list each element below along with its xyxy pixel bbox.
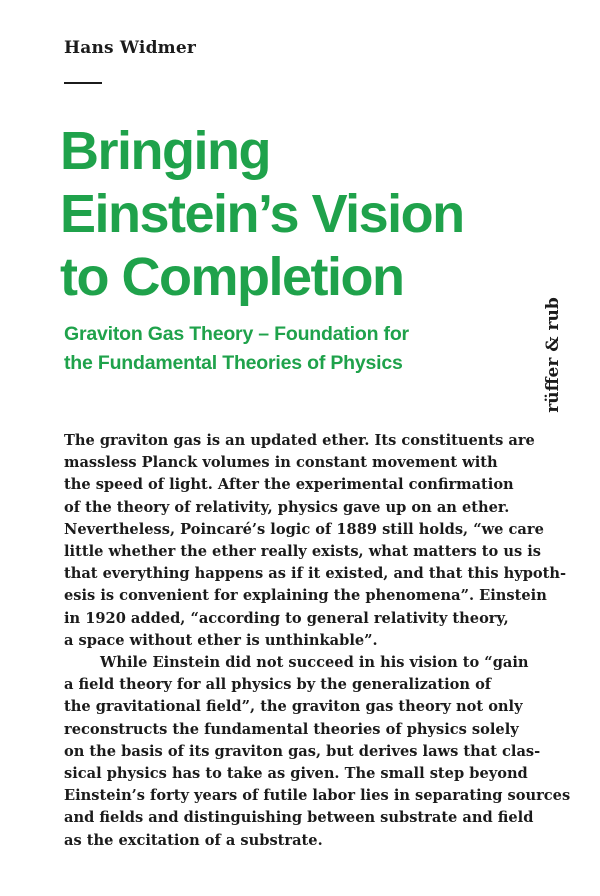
blurb-line: and fields and distinguishing between substrate and field	[64, 809, 534, 827]
blurb-line: reconstructs the fundamental theories of physics solely	[64, 720, 519, 738]
blurb-line: the speed of light. After the experimental confirmation	[64, 476, 514, 494]
blurb-line: on the basis of its graviton gas, but derives laws that clas-	[64, 742, 541, 760]
blurb-text	[64, 430, 571, 852]
blurb-line: a space without ether is unthinkable”.	[64, 631, 378, 649]
publisher-name: rüffer & rub	[543, 297, 563, 413]
blurb-line: as the excitation of a substrate.	[64, 831, 323, 849]
book-subtitle	[64, 320, 504, 378]
blurb-line: a field theory for all physics by the generalization of	[64, 676, 492, 694]
blurb-line: esis is convenient for explaining the phenomena”. Einstein	[64, 587, 547, 605]
title-line: Einstein’s Vision	[60, 184, 464, 244]
blurb-line: Einstein’s forty years of futile labor lies in separating sources	[64, 787, 571, 805]
blurb-line: of the theory of relativity, physics gave up on an ether.	[64, 498, 510, 516]
subtitle-line: Graviton Gas Theory – Foundation for	[64, 323, 409, 345]
subtitle-line: the Fundamental Theories of Physics	[64, 352, 403, 374]
blurb-line: massless Planck volumes in constant movement with	[64, 454, 498, 472]
publisher-logo	[538, 297, 568, 413]
blurb-line: The graviton gas is an updated ether. Its constituents are	[64, 432, 535, 449]
blurb-line: that everything happens as if it existed, and that this hypoth-	[64, 565, 567, 583]
author-name: Hans Widmer	[64, 38, 197, 58]
title-line: Bringing	[60, 121, 270, 181]
author-rule-divider	[64, 82, 102, 84]
title-line: to Completion	[60, 247, 404, 307]
blurb-line: sical physics has to take as given. The small step beyond	[64, 765, 528, 783]
blurb-line: Nevertheless, Poincaré’s logic of 1889 still holds, “we care	[64, 520, 544, 538]
blurb-line: While Einstein did not succeed in his vision to “gain	[100, 654, 529, 672]
book-title	[60, 120, 560, 309]
blurb-line: the gravitational field”, the graviton gas theory not only	[64, 698, 523, 716]
blurb-line: little whether the ether really exists, what matters to us is	[64, 543, 542, 561]
blurb-line: in 1920 added, “according to general relativity theory,	[64, 609, 509, 627]
